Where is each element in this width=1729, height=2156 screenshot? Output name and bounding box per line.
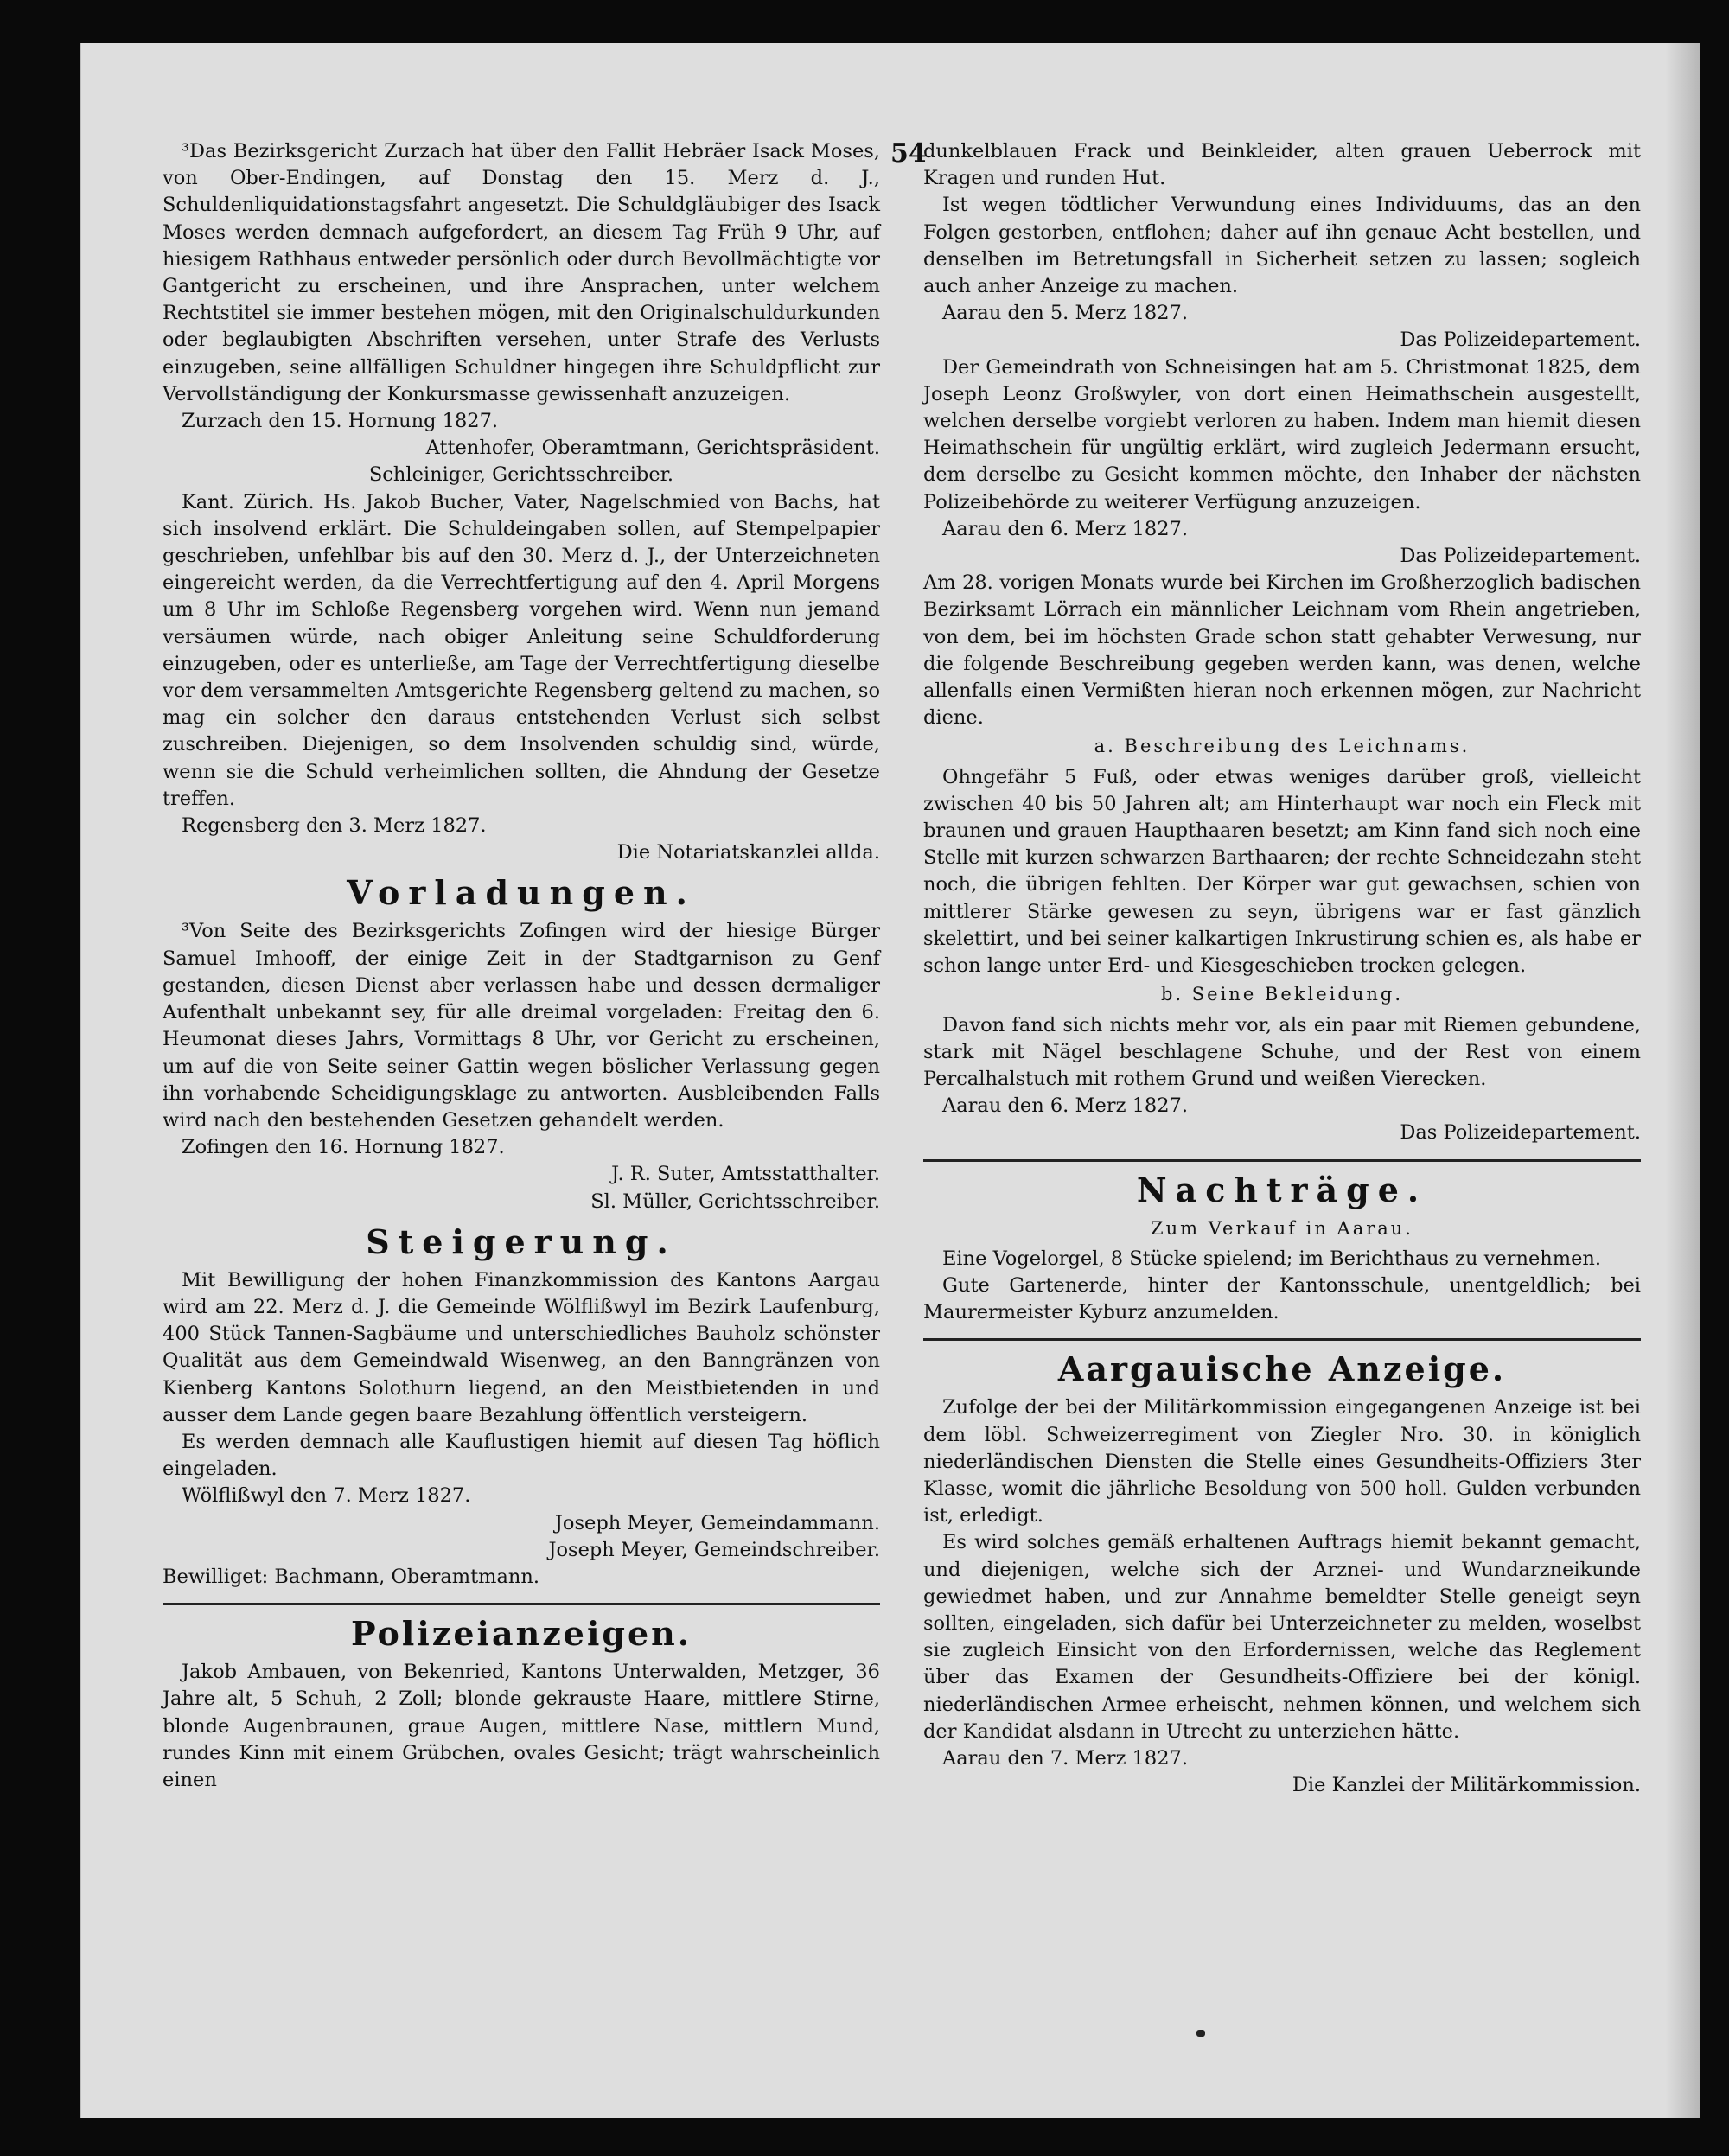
notice-date: Aarau den 6. Merz 1827. [942,1094,1188,1118]
notice-text: Eine Vogelorgel, 8 Stücke spielend; im Berichthaus zu vernehmen. [942,1247,1602,1270]
right-column [923,138,1641,1799]
page-number: 54 [890,138,927,169]
notice-subheading: a. Beschreibung des Leichnams. [1094,736,1471,757]
notice-signature: Die Kanzlei der Militärkommission. [1292,1774,1641,1797]
notice-text: ³Von Seite des Bezirksgerichts Zofingen wird der hiesige Bürger Samuel Imhooff, der einige Zeit in der Stadtgarnison zu Genf gestanden, diesen Dienst aber verlassen habe und dessen dermaliger Aufenthalt unbekannt sey, für alle dreimal vorgeladen: Freitag den 6. Heumonat dieses Jahrs, Vormittags 8 Uhr, vor Gericht zu erscheinen, um auf die von Seite seiner Gattin wegen böslicher Verlassung gegen ihn vorhabende Scheidigungsklage zu antworten. Ausbleibenden Falls wird nach den bestehenden Gesetzen gehandelt werden. [163,920,880,1132]
notice-signature: J. R. Suter, Amtsstatthalter. [611,1163,880,1186]
notice-text: Davon fand sich nichts mehr vor, als ein paar mit Riemen gebundene, stark mit Nägel beschlagene Schuhe, und der Rest von einem Percalhalstuch mit rothem Grund und weißen Vierecken. [923,1013,1641,1090]
notice-date: Zofingen den 16. Hornung 1827. [182,1136,505,1159]
notice-text: Kant. Zürich. Hs. Jakob Bucher, Vater, Nagelschmied von Bachs, hat sich insolvend erklärt. Die Schuldeingaben sollen, auf Stempelpapier geschrieben, unfehlbar bis auf den 30. Merz d. J., der Unterzeichneten eingereicht werden, da die Verrechtfertigung auf den 4. April Morgens um 8 Uhr im Schloße Regensberg vorgehen wird. Wenn nun jemand versäumen würde, nach obiger Anleitung seine Schuldforderung einzugeben, oder es unterließe, am Tage der Verrechtfertigung dieselbe vor dem versammelten Amtsgerichte Regensberg geltend zu machen, so mag ein solcher den daraus entstehenden Verlust sich selbst zuschreiben. Diejenigen, so dem Insolvenden schuldig sind, würde, wenn sie die Schuld verheimlichen sollten, die Ahndung der Gesetze treffen. [163,490,880,810]
notice-signature: Joseph Meyer, Gemeindammann. [554,1511,880,1534]
notice-subheading: b. Seine Bekleidung. [1160,984,1403,1005]
notice-signature: Die Notariatskanzlei allda. [616,841,880,864]
notice-text: Ohngefähr 5 Fuß, oder etwas weniges darüber groß, vielleicht zwischen 40 bis 50 Jahren alt; am Hinterhaupt war noch ein Fleck mit braunen und grauen Haupthaaren besetzt; am Kinn fand sich noch eine Stelle mit kurzen schwarzen Barthaaren; der rechte Schneidezahn steht noch, die übrigen fehlten. Der Körper war gut gewachsen, schien von mittlerer Stärke gewesen zu seyn, übrigens war er fast gänzlich skelettirt, und bei seiner kalkartigen Inkrustirung schien es, als habe er schon lange unter Erd- und Kiesgeschieben trocken gelegen. [923,765,1641,978]
notice-text: Der Gemeindrath von Schneisingen hat am 5. Christmonat 1825, dem Joseph Leonz Großwyler, von dort einen Heimathschein ausgestellt, welchen derselbe vorgiebt verloren zu haben. Indem man hiemit diesen Heimathschein für ungültig erklärt, wird zugleich Jedermann ersucht, dem derselbe zu Gesicht kommen möchte, den Inhaber der nächsten Polizeibehörde zu weiterer Verfügung anzuzeigen. [923,355,1641,513]
notice-date: Wölflißwyl den 7. Merz 1827. [182,1484,471,1508]
ink-dot [1196,2030,1205,2037]
notice-text: Es wird solches gemäß erhaltenen Auftrags hiemit bekannt gemacht, und diejenigen, welche sich der Arznei- und Wundarzneikunde gewiedmet haben, und zur Annahme bemeldter Stelle geneigt seyn sollten, eingeladen, sich dafür bei Unterzeichneter zu melden, woselbst sie zugleich Einsicht von den Erfordernissen, welche das Reglement über das Examen der Gesundheits-Offiziere bei der königl. niederländischen Armee erheischt, nehmen können, und welchem sich der Kandidat alsdann in Utrecht zu unterziehen hätte. [923,1531,1641,1743]
notice-signature: Das Polizeidepartement. [1400,545,1641,568]
divider [163,1603,880,1605]
section-heading-polizeianzeigen: Polizeianzeigen. [350,1614,692,1654]
divider [923,1159,1641,1162]
section-heading-steigerung: Steigerung. [366,1222,677,1261]
notice-signature: Joseph Meyer, Gemeindschreiber. [548,1538,880,1561]
notice-date: Aarau den 7. Merz 1827. [942,1746,1188,1770]
notice-text: dunkelblauen Frack und Beinkleider, alten grauen Ueberrock mit Kragen und runden Hut. [923,140,1641,190]
divider [923,1338,1641,1341]
notice-text: Es werden demnach alle Kauflustigen hiemit auf diesen Tag höflich eingeladen. [163,1430,880,1481]
notice-signature: Das Polizeidepartement. [1400,329,1641,352]
notice-text: ³Das Bezirksgericht Zurzach hat über den Fallit Hebräer Isack Moses, von Ober-Endingen, auf Donstag den 15. Merz d. J., Schuldenliquidationstagsfahrt angesetzt. Die Schuldgläubiger des Isack Moses werden demnach aufgefordert, an diesem Tag Früh 9 Uhr, auf hiesigem Rathhaus entweder persönlich oder durch Bevollmächtigte vor Gantgericht zu erscheinen, und ihre Ansprachen, unter welchem Rechtstitel sie immer bestehen mögen, mit den Originalschuldurkunden oder beglaubigten Abschriften versehen, unter Strafe des Verlusts einzugeben, seine allfälligen Schuldner hingegen ihre Schuldpflicht zur Vervollständigung der Konkursmasse gewissenhaft anzuzeigen. [163,140,880,405]
notice-signature: Schleiniger, Gerichtsschreiber. [368,463,674,487]
notice-signature: Attenhofer, Oberamtmann, Gerichtspräsident. [425,437,880,460]
notice-signature: Sl. Müller, Gerichtsschreiber. [590,1190,880,1213]
notice-text: Jakob Ambauen, von Bekenried, Kantons Unterwalden, Metzger, 36 Jahre alt, 5 Schuh, 2 Zoll; blonde gekrauste Haare, mittlere Stirne, blonde Augenbraunen, graue Augen, mittlere Nase, mittlern Mund, rundes Kinn mit einem Grübchen, ovales Gesicht; trägt wahrscheinlich einen [163,1661,880,1791]
notice-text: Mit Bewilligung der hohen Finanzkommission des Kantons Aargau wird am 22. Merz d. J. die Gemeinde Wölflißwyl im Bezirk Laufenburg, 400 Stück Tannen-Sagbäume und unterschiedliches Bauholz schönster Qualität aus dem Gemeindwald Wisenweg, an den Banngränzen von Kienberg Kantons Solothurn liegend, an den Meistbietenden in und ausser dem Lande gegen baare Bezahlung öffentlich versteigern. [163,1268,880,1426]
notice-text: Gute Gartenerde, hinter der Kantonsschule, unentgeldlich; bei Maurermeister Kyburz anzumelden. [923,1273,1641,1324]
notice-signature: Das Polizeidepartement. [1400,1121,1641,1145]
notice-date: Zurzach den 15. Hornung 1827. [182,410,499,433]
notice-date: Aarau den 6. Merz 1827. [942,517,1188,540]
section-heading-nachtraege: Nachträge. [1136,1170,1428,1209]
notice-text: Am 28. vorigen Monats wurde bei Kirchen im Großherzoglich badischen Bezirksamt Lörrach ein männlicher Leichnam vom Rhein angetrieben, von dem, bei im höchsten Grade schon statt gehabter Verwesung, nur die folgende Beschreibung gegeben werden kann, was denen, welche allenfalls einen Vermißten hieran noch erkennen mögen, zur Nachricht diene. [923,571,1641,730]
notice-text: Zufolge der bei der Militärkommission eingegangenen Anzeige ist bei dem löbl. Schweizerregiment von Ziegler Nro. 30. in königlich niederländischen Diensten die Stelle eines Gesundheits-Offiziers 3ter Klasse, womit die jährliche Besoldung von 500 holl. Gulden verbunden ist, erledigt. [923,1396,1641,1528]
section-heading-aargauische-anzeige: Aargauische Anzeige. [1057,1349,1507,1389]
notice-approval: Bewilliget: Bachmann, Oberamtmann. [163,1565,540,1588]
notice-date: Regensberg den 3. Merz 1827. [182,814,487,838]
notice-date: Aarau den 5. Merz 1827. [942,302,1188,325]
left-column [163,138,880,1794]
section-heading-vorladungen: Vorladungen. [347,873,696,913]
notice-text: Ist wegen tödtlicher Verwundung eines Individuums, das an den Folgen gestorben, entflohen; daher auf ihn genaue Acht bestellen, und denselben im Betretungsfall in Sicherheit setzen zu lassen; sogleich auch anher Anzeige zu machen. [923,194,1641,298]
section-subheading: Zum Verkauf in Aarau. [1151,1217,1413,1239]
